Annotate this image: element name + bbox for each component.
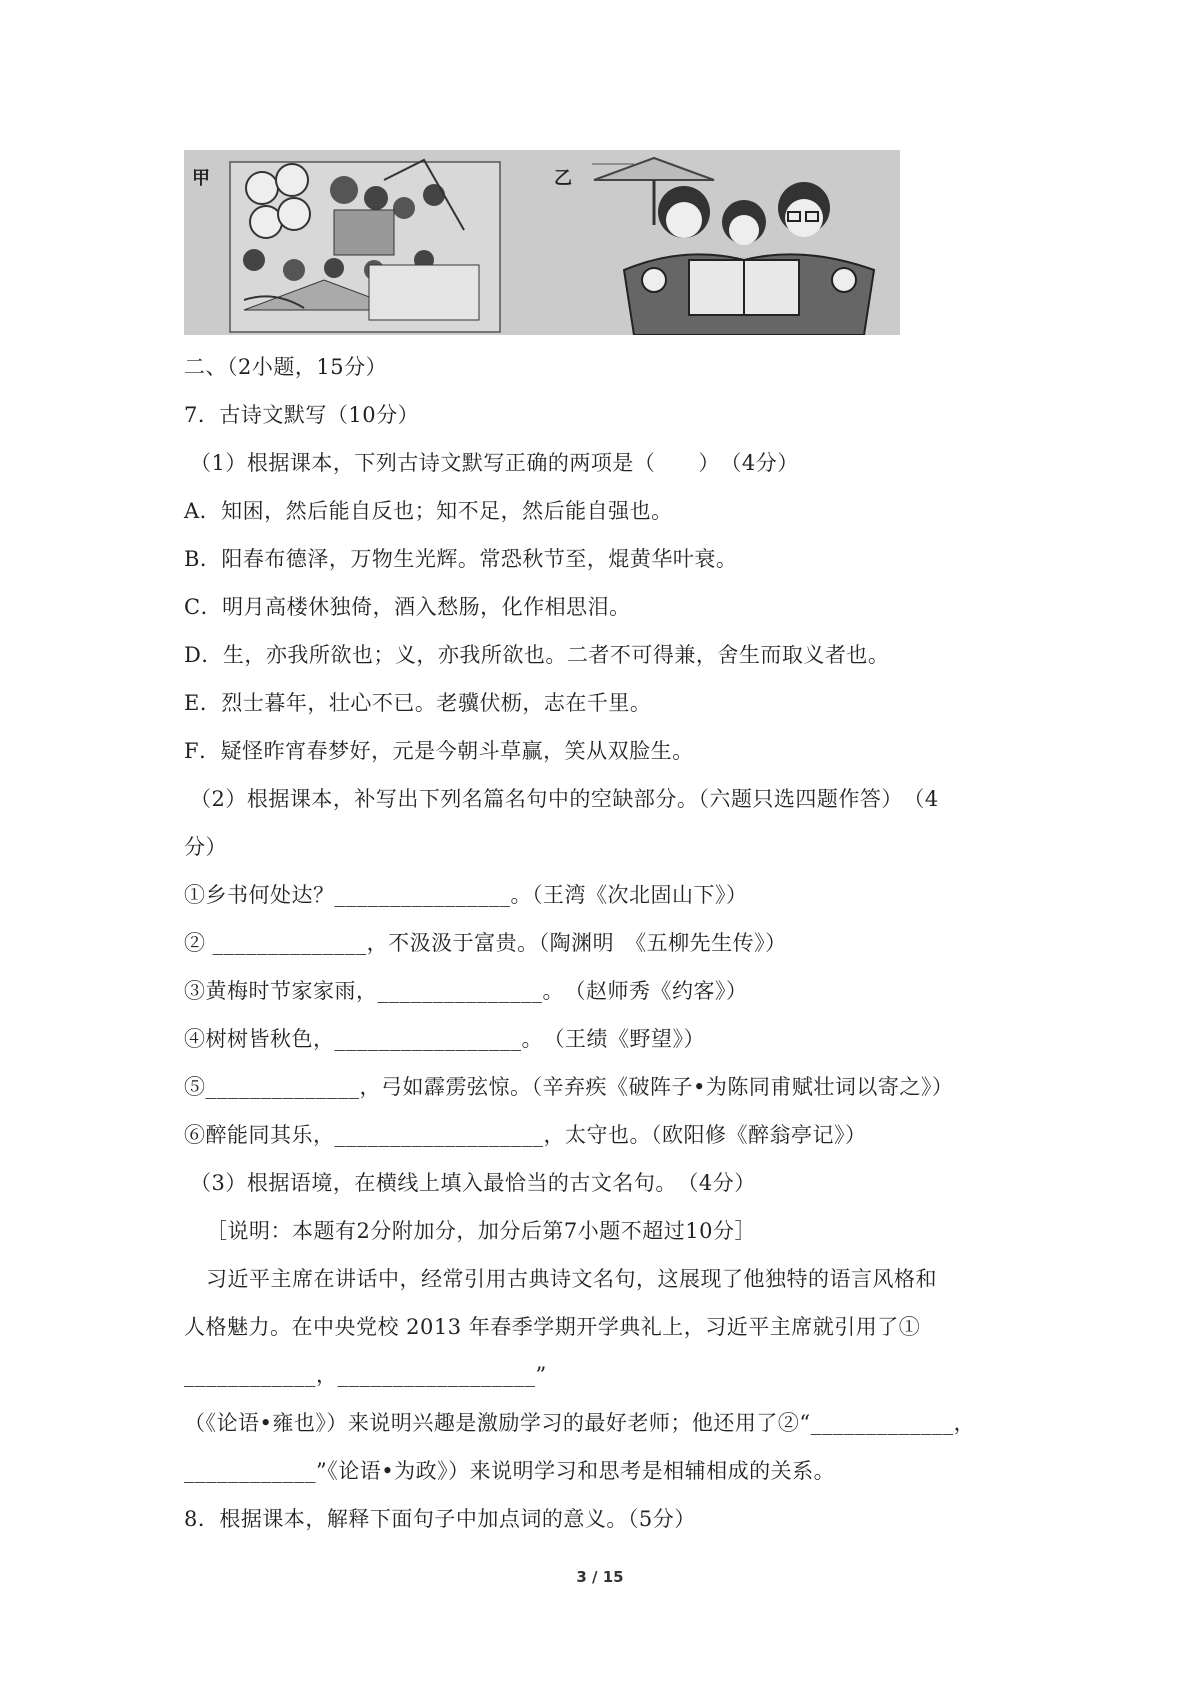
- fill-item-1: ①乡书何处达？________________。（王湾《次北固山下》）: [184, 883, 748, 907]
- sub-question-2: （2）根据课本，补写出下列名篇名句中的空缺部分。（六题只选四题作答） （4: [190, 787, 939, 811]
- option-e: E．烈士暮年，壮心不已。老骥伏枥，志在千里。: [184, 691, 652, 715]
- option-b: B．阳春布德泽，万物生光辉。常恐秋节至，焜黄华叶衰。: [184, 547, 738, 571]
- sub-question-1: （1）根据课本，下列古诗文默写正确的两项是（ ） （4分）: [190, 451, 799, 475]
- section-heading: 二、（2小题，15分）: [184, 355, 388, 379]
- sub-question-3: （3）根据语境，在横线上填入最恰当的古文名句。 （4分）: [190, 1171, 756, 1195]
- fill-item-5: ⑤______________，弓如霹雳弦惊。（辛弃疾《破阵子•为陈同甫赋壮词以寄之》）: [184, 1075, 954, 1099]
- illustration-drawing: [184, 150, 900, 335]
- fill-item-4: ④树树皆秋色，_________________。 （王绩《野望》）: [184, 1027, 705, 1051]
- option-d: D．生，亦我所欲也；义，亦我所欲也。二者不可得兼，舍生而取义者也。: [184, 643, 890, 667]
- fill-item-6: ⑥醉能同其乐，___________________，太守也。（欧阳修《醉翁亭记》）: [184, 1123, 867, 1147]
- option-f: F．疑怪昨宵春梦好，元是今朝斗草赢，笑从双脸生。: [184, 739, 694, 763]
- context-paragraph-line-5: ____________”《论语•为政》）来说明学习和思考是相辅相成的关系。: [184, 1459, 836, 1483]
- fill-item-3: ③黄梅时节家家雨，_______________。 （赵师秀《约客》）: [184, 979, 748, 1003]
- document-body: [184, 343, 1044, 1543]
- question-7-title: 7．古诗文默写（10分）: [184, 403, 420, 427]
- question-8-title: 8．根据课本，解释下面句子中加点词的意义。（5分）: [184, 1507, 696, 1531]
- option-a: A．知困，然后能自反也；知不足，然后能自强也。: [184, 499, 673, 523]
- context-paragraph-line-3: ____________，__________________”: [184, 1363, 547, 1387]
- fill-item-2: ② ______________，不汲汲于富贵。（陶渊明 《五柳先生传》）: [184, 931, 787, 955]
- label-left: 甲: [192, 168, 210, 189]
- label-right: 乙: [554, 168, 572, 189]
- sub-question-2-cont: 分）: [184, 835, 227, 859]
- context-paragraph-line-1: 习近平主席在讲话中，经常引用古典诗文名句，这展现了他独特的语言风格和: [206, 1267, 937, 1291]
- page-number: 3 / 15: [576, 1568, 624, 1586]
- illustration-figure: [184, 150, 900, 335]
- bonus-note: ［说明：本题有2分附加分，加分后第7小题不超过10分］: [206, 1219, 756, 1243]
- context-paragraph-line-4: （《论语•雍也》）来说明兴趣是激励学习的最好老师；他还用了②“_____________，: [184, 1411, 976, 1435]
- left-panel-picture: [230, 160, 500, 332]
- option-c: C．明月高楼休独倚，酒入愁肠，化作相思泪。: [184, 595, 631, 619]
- context-paragraph-line-2: 人格魅力。在中央党校 2013 年春季学期开学典礼上，习近平主席就引用了①: [184, 1315, 921, 1339]
